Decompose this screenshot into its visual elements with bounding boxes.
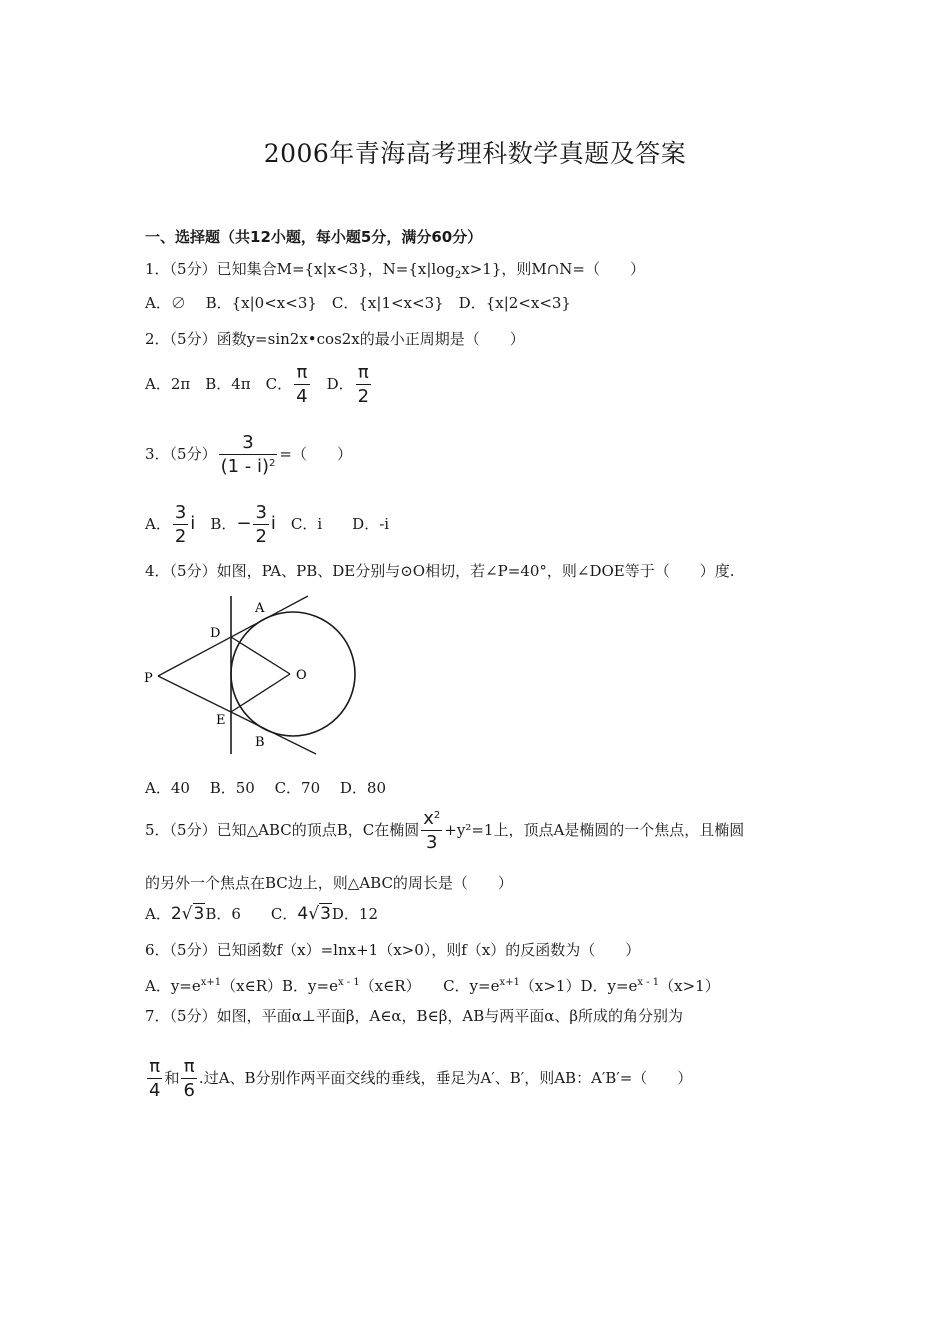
q1-stem-part: 1．（5分）已知集合M={x|x<3}，N={x|log <box>145 260 455 278</box>
question-5-stem <box>145 810 744 852</box>
question-6-options <box>145 973 720 996</box>
circle-o <box>231 612 355 736</box>
q3-prefix: 3．（5分） <box>145 445 217 463</box>
q6-exp: x+1 <box>499 977 520 988</box>
q2-fraction-d <box>356 364 371 406</box>
q3-optfrac-num: 3 <box>174 502 187 523</box>
q3-den-exp: 2 <box>269 458 276 469</box>
q3-den-base: (1 - i) <box>220 456 270 477</box>
tangent-pb <box>158 676 316 754</box>
q6-text: （x∈R）B．y=e <box>221 977 338 995</box>
question-3-stem <box>145 434 352 476</box>
q7-frac-den: 4 <box>149 1080 161 1101</box>
q3-option-a-label: A． <box>145 515 171 533</box>
question-1-stem <box>145 259 645 286</box>
question-6-stem: 6．（5分）已知函数f（x）=lnx+1（x>0），则f（x）的反函数为（ ） <box>145 941 641 959</box>
q6-text: （x>1）D．y=e <box>519 977 638 995</box>
q3-imag-unit: i <box>190 513 196 534</box>
question-4-stem: 4．（5分）如图，PA、PB、DE分别与⊙O相切，若∠P=40°，则∠DOE等于（ ）度. <box>145 562 735 580</box>
section-heading: 一、选择题（共12小题，每小题5分，满分60分） <box>145 228 483 246</box>
q5-option-d: D．12 <box>331 905 379 923</box>
q1-log-base: 2 <box>454 270 462 281</box>
page-title: 2006年青海高考理科数学真题及答案 <box>263 139 687 168</box>
q2-frac-den: 2 <box>357 386 370 407</box>
q6-text: （x>1） <box>659 977 720 995</box>
label-p: P <box>144 671 153 686</box>
q5-coef: 4 <box>297 904 309 924</box>
q3-optfrac-den: 2 <box>255 526 267 547</box>
label-o: O <box>296 668 307 683</box>
q2-frac-den: 4 <box>296 386 308 407</box>
label-e: E <box>216 713 226 728</box>
question-3-options <box>145 504 389 546</box>
segment-eo <box>231 674 290 712</box>
q2-fraction-c <box>294 364 309 406</box>
q5-sqrt-a: 2√3 <box>170 904 205 924</box>
q1-stem-part: x>1}，则M∩N=（ ） <box>461 260 645 278</box>
q3-options-cd: C．i D．-i <box>275 515 390 533</box>
q7-frac-num: π <box>147 1058 162 1079</box>
question-5-stem-cont: 的另外一个焦点在BC边上，则△ABC的周长是（ ） <box>145 874 513 892</box>
q2-frac-num: π <box>294 364 309 385</box>
q5-x-exp: 2 <box>433 810 441 821</box>
q6-exp: x - 1 <box>337 977 360 988</box>
segment-do <box>231 637 290 674</box>
q5-option-a-label: A． <box>145 905 171 923</box>
q5-ellipse-frac <box>421 810 442 852</box>
question-1-options: A．∅ B．{x|0<x<3} C．{x|1<x<3} D．{x|2<x<3} <box>145 294 571 312</box>
label-b: B <box>255 735 265 750</box>
q3-frac-den <box>219 455 278 476</box>
q3-minus: − <box>236 513 252 534</box>
q3-option-b-frac <box>253 504 268 546</box>
q3-suffix: =（ ） <box>279 445 352 463</box>
label-a: A <box>255 601 265 616</box>
q7-frac-2 <box>181 1058 196 1100</box>
q2-option-d-label: D． <box>311 375 354 393</box>
question-5-options <box>145 904 378 924</box>
q3-frac-num: 3 <box>219 434 278 455</box>
question-4-options: A．40 B．50 C．70 D．80 <box>145 779 387 797</box>
q5-radicand: 3 <box>320 904 331 924</box>
q6-text: （x∈R） C．y=e <box>359 977 500 995</box>
q5-radicand: 3 <box>193 904 205 924</box>
q3-optfrac-num: 3 <box>255 502 267 523</box>
q7-frac-1 <box>147 1058 162 1100</box>
q7-frac-num: π <box>181 1058 196 1079</box>
q3-option-a-frac <box>173 504 188 546</box>
q2-frac-num: π <box>356 364 371 385</box>
label-d: D <box>210 626 221 641</box>
question-2-stem: 2．（5分）函数y=sin2x•cos2x的最小正周期是（ ） <box>145 330 525 348</box>
q5-options-bc: B．6 C． <box>205 905 298 923</box>
q5-x: x <box>423 808 434 829</box>
q3-imag-unit: i <box>270 513 276 534</box>
q6-exp: x+1 <box>200 977 222 988</box>
q7-frac-den: 6 <box>183 1080 195 1101</box>
q5-frac-num <box>421 810 442 831</box>
q5-coef: 2 <box>170 904 182 924</box>
tangent-circle-diagram <box>138 590 368 760</box>
question-7-stem: 7．（5分）如图，平面α⊥平面β，A∈α，B∈β，AB与两平面α、β所成的角分别为 <box>145 1007 684 1025</box>
q3-option-b-label: B． <box>195 515 237 533</box>
q7-and: 和 <box>164 1069 180 1087</box>
question-2-options <box>145 364 373 406</box>
question-7-stem-cont <box>145 1058 692 1100</box>
q6-exp: x - 1 <box>637 977 660 988</box>
q5-frac-den: 3 <box>426 832 438 853</box>
q2-options-ab: A．2π B．4π C． <box>145 375 293 393</box>
q3-fraction <box>219 434 278 476</box>
q5-stem-part: +y²=1上，顶点A是椭圆的一个焦点，且椭圆 <box>444 821 745 839</box>
q6-text: A．y=e <box>145 977 201 995</box>
q5-stem-part: 5．（5分）已知△ABC的顶点B，C在椭圆 <box>145 821 420 839</box>
q7-rest: .过A、B分别作两平面交线的垂线，垂足为A′、B′，则AB：A′B′=（ ） <box>198 1069 693 1087</box>
q3-optfrac-den: 2 <box>174 526 187 547</box>
q5-sqrt-c: 4√3 <box>297 904 331 924</box>
tangent-pa <box>158 596 308 676</box>
